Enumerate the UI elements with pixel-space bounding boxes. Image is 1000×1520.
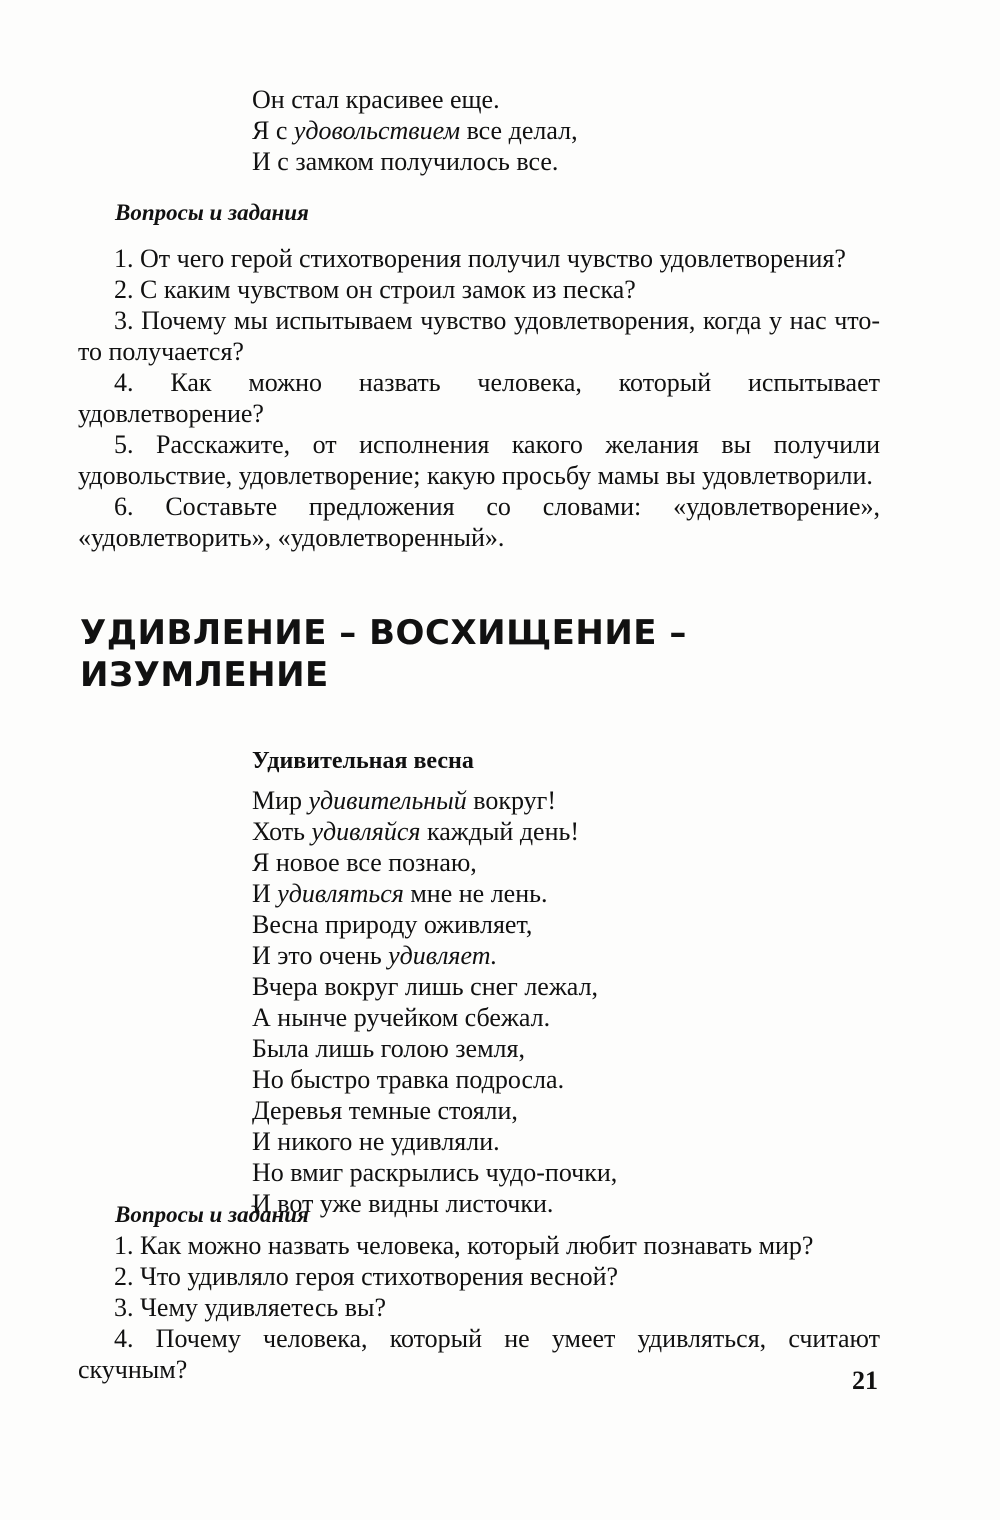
section-title-line-2: ИЗУМЛЕНИЕ [80, 655, 329, 695]
poem-text: А нынче ручейком сбежал. [252, 1003, 551, 1032]
poem-text: И никого не удивляли. [252, 1127, 500, 1156]
poem-emphasis: удивляться [277, 879, 404, 908]
poem-line [252, 971, 617, 1002]
question-item: 1. От чего герой стихотворения получил чувство удовлетворения? [114, 244, 846, 273]
section-title [80, 612, 687, 696]
questions-heading-2: Вопросы и задания [115, 1202, 309, 1227]
poem-line [252, 1126, 617, 1157]
poem-title: Удивительная весна [252, 748, 474, 774]
poem-text: Была лишь голою земля, [252, 1034, 525, 1063]
poem-line [252, 146, 578, 177]
poem-text: Деревья темные стояли, [252, 1096, 518, 1125]
questions-list-2 [78, 1230, 880, 1385]
poem-line [252, 940, 617, 971]
poem-text: Но вмиг раскрылись чудо-почки, [252, 1158, 618, 1187]
question-item: 3. Почему мы испытываем чувство удовлетворения, когда у нас что-то получается? [78, 306, 880, 366]
poem-text: Хоть [252, 817, 312, 846]
poem-text: Я с [252, 116, 294, 145]
page-number: 21 [852, 1366, 878, 1395]
question-item: 2. С каким чувством он строил замок из песка? [114, 275, 636, 304]
question-item: 4. Почему человека, который не умеет удивляться, считают скучным? [78, 1324, 880, 1384]
questions-list-1 [78, 243, 880, 553]
poem-text: каждый день! [420, 817, 580, 846]
poem-line [252, 1095, 617, 1126]
poem-emphasis: удивляет. [388, 941, 498, 970]
poem-emphasis: удивляйся [311, 817, 421, 846]
poem-text: Но быстро травка подросла. [252, 1065, 565, 1094]
poem-line [252, 115, 578, 146]
poem-text: все делал, [460, 116, 578, 145]
poem-text: вокруг! [466, 786, 557, 815]
poem-text: И это очень [252, 941, 389, 970]
question-item: 2. Что удивляло героя стихотворения весной? [114, 1262, 619, 1291]
poem-udivitelnaya-vesna [252, 746, 617, 1219]
poem-text: мне не лень. [403, 879, 548, 908]
poem-text: И вот уже видны листочки. [252, 1189, 554, 1218]
poem-text: Весна природу оживляет, [252, 910, 533, 939]
poem-text: Вчера вокруг лишь снег лежал, [252, 972, 599, 1001]
question-item: 6. Составьте предложения со словами: «удовлетворение», «удовлетворить», «удовлетворенный». [78, 492, 880, 552]
question-item: 4. Как можно назвать человека, который испытывает удовлетворение? [78, 368, 880, 428]
poem-line [252, 909, 617, 940]
question-item: 5. Расскажите, от исполнения какого желания вы получили удовольствие, удовлетворение; какую просьбу мамы вы удовлетворили. [78, 430, 880, 490]
poem-line [252, 84, 578, 115]
poem-line [252, 816, 617, 847]
questions-heading-1: Вопросы и задания [115, 200, 309, 225]
question-item: 3. Чему удивляетесь вы? [114, 1293, 387, 1322]
poem-text: Мир [252, 786, 309, 815]
poem-line [252, 1157, 617, 1188]
poem-emphasis: удовольствием [293, 116, 461, 145]
poem-line [252, 878, 617, 909]
poem-emphasis: удивительный [308, 786, 467, 815]
poem-fragment [252, 84, 578, 177]
poem-text: Я новое все познаю, [252, 848, 477, 877]
poem-text: И с замком получилось все. [252, 147, 559, 176]
section-title-line-1: УДИВЛЕНИЕ – ВОСХИЩЕНИЕ – [80, 613, 687, 653]
poem-line [252, 1064, 617, 1095]
poem-line [252, 785, 617, 816]
poem-line [252, 847, 617, 878]
poem-line [252, 1002, 617, 1033]
question-item: 1. Как можно назвать человека, который любит познавать мир? [114, 1231, 814, 1260]
poem-line [252, 1033, 617, 1064]
poem-text: И [252, 879, 278, 908]
poem-text: Он стал красивее еще. [252, 85, 500, 114]
